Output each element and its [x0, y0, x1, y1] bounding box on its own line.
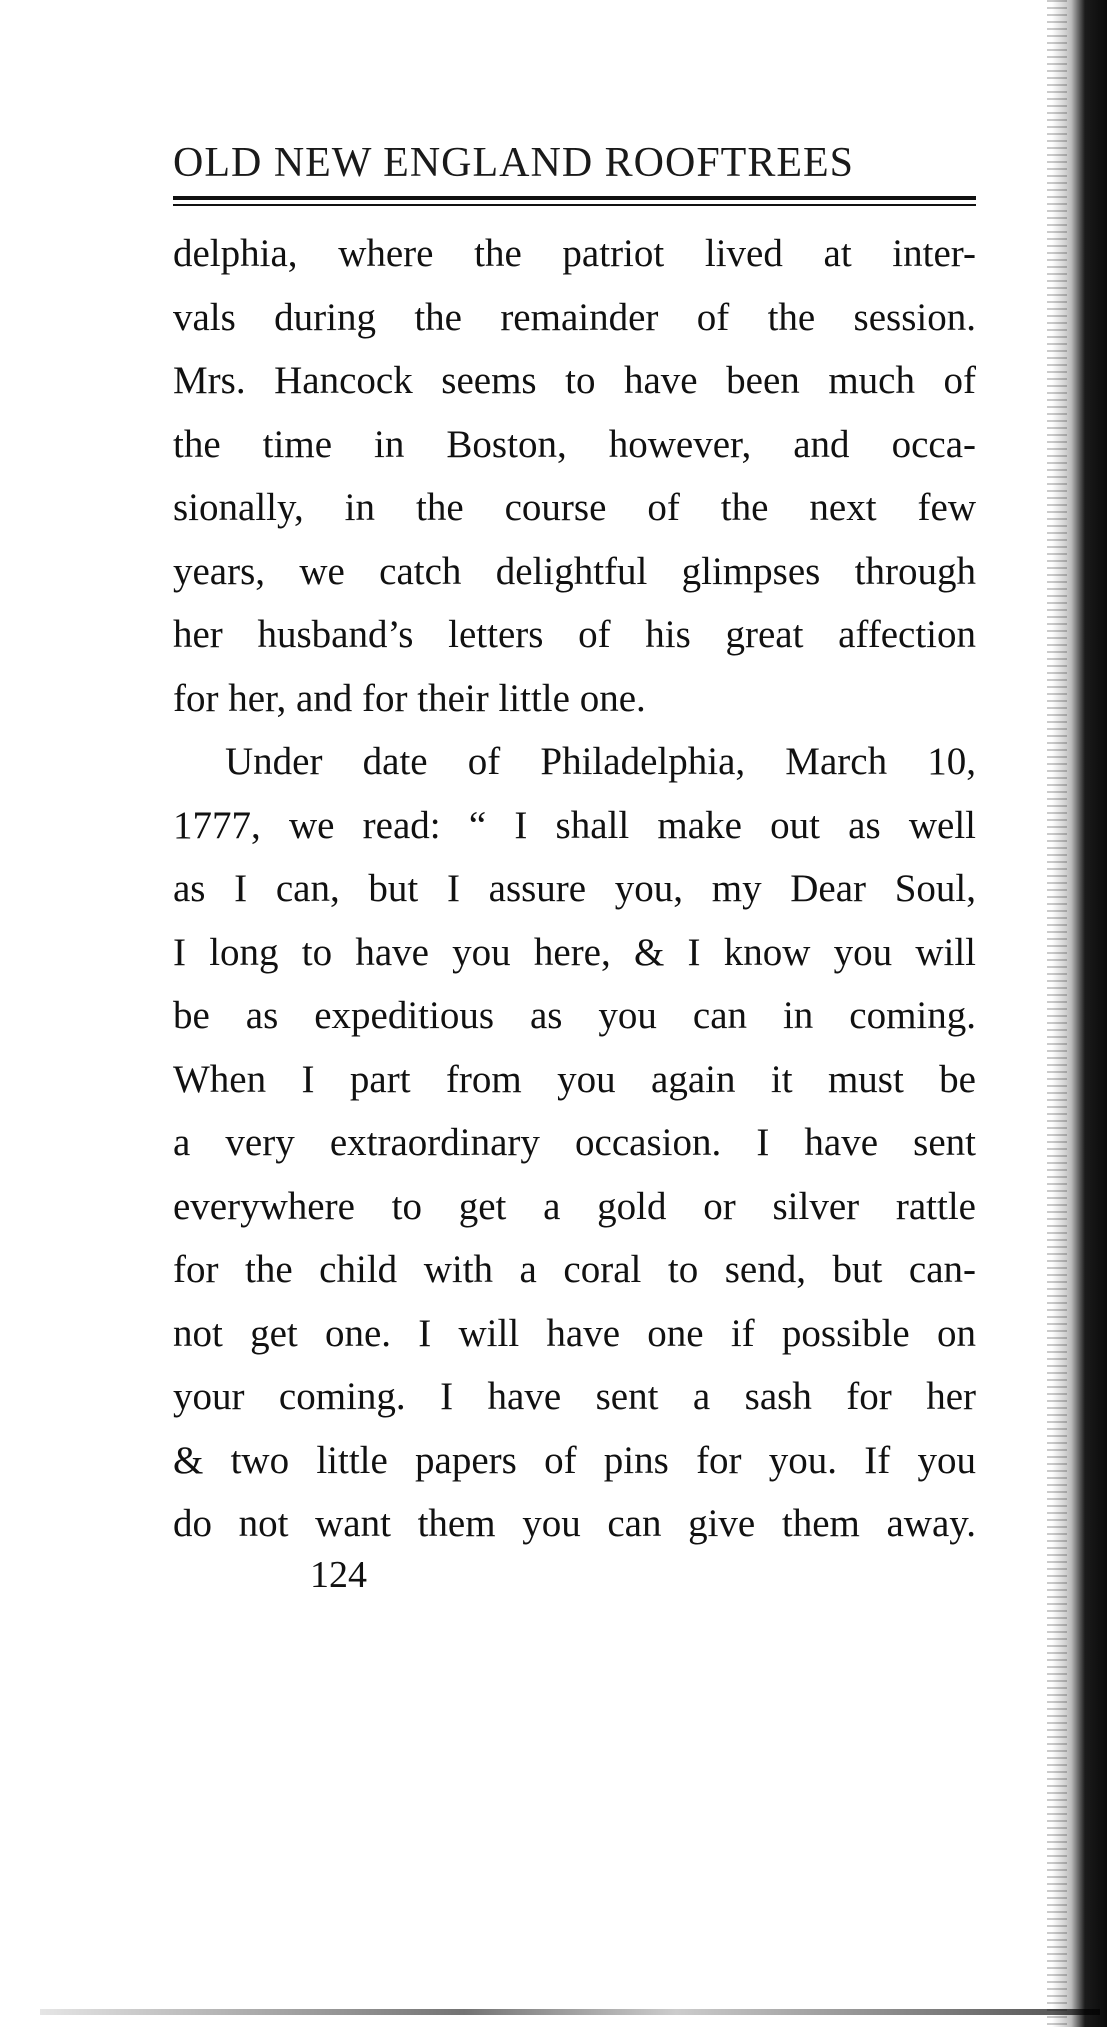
header-rule-thick — [173, 196, 976, 200]
header-rule-thin — [173, 204, 976, 206]
body-text — [173, 222, 976, 1556]
text-line: not get one. I will have one if possible on — [173, 1311, 976, 1355]
text-line: years, we catch delightful glimpses through — [173, 549, 976, 593]
running-header: OLD NEW ENGLAND ROOFTREES — [173, 140, 855, 186]
text-line: your coming. I have sent a sash for her — [173, 1375, 976, 1418]
text-line: Mrs. Hancock seems to have been much of — [173, 359, 976, 402]
text-line: & two little papers of pins for you. If you — [173, 1438, 976, 1482]
page-bottom-shadow — [40, 2009, 1100, 2015]
text-line: sionally, in the course of the next few — [173, 486, 976, 529]
text-line: vals during the remainder of the session. — [173, 295, 976, 339]
text-line: her husband’s letters of his great affection — [173, 613, 976, 656]
page-number: 124 — [310, 1554, 367, 1596]
text-line: for the child with a coral to send, but can- — [173, 1248, 976, 1291]
text-line: delphia, where the patriot lived at inter- — [173, 232, 976, 275]
text-line: the time in Boston, however, and occa- — [173, 422, 976, 466]
text-line: When I part from you again it must be — [173, 1057, 976, 1101]
page-edge-texture — [1047, 0, 1067, 2027]
text-line: for her, and for their little one. — [173, 676, 646, 720]
text-line: do not want them you can give them away. — [173, 1502, 976, 1545]
text-line: everywhere to get a gold or silver rattle — [173, 1184, 976, 1228]
text-line: as I can, but I assure you, my Dear Soul, — [173, 867, 976, 910]
text-line: a very extraordinary occasion. I have sent — [173, 1121, 976, 1164]
text-line: Under date of Philadelphia, March 10, — [225, 740, 976, 783]
text-line: I long to have you here, & I know you will — [173, 930, 976, 974]
text-line: 1777, we read: “ I shall make out as well — [173, 803, 976, 847]
text-line: be as expeditious as you can in coming. — [173, 994, 976, 1037]
